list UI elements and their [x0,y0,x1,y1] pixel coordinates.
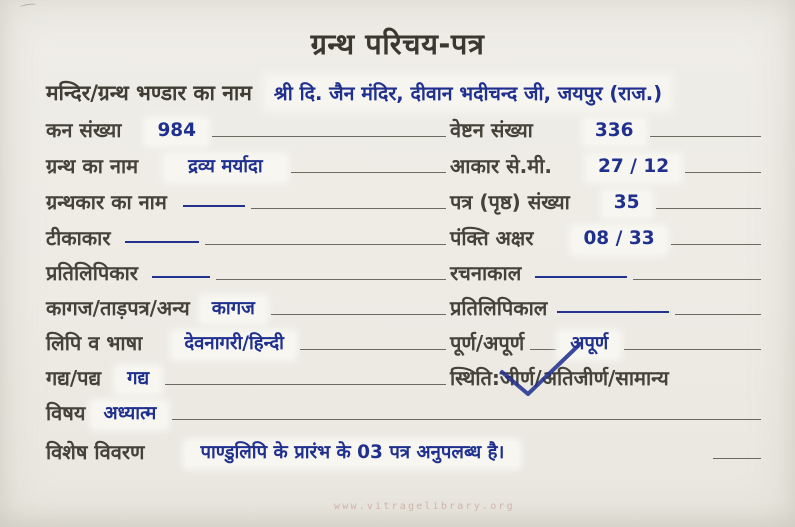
leaf-count-label: पत्र (पृष्ठ) संख्या [450,190,570,214]
blank-dash-mark [183,205,245,207]
bundle-number-label: वेष्टन संख्या [450,118,533,142]
subject-value: अध्यात्म [93,403,166,427]
special-details-value: पाण्डुलिपि के प्रारंभ के 03 पत्र अनुपलब्ध है। [186,442,518,466]
rule-line [205,244,446,245]
rule-line [251,208,446,209]
bhandar-name-label: मन्दिर/ग्रन्थ भण्डार का नाम [46,81,252,105]
leaf-count-value: 35 [604,192,650,216]
rule-line [675,314,761,315]
blank-dash-mark [125,241,199,243]
form-row-9 [0,393,795,427]
granth-name-label: ग्रन्थ का नाम [46,154,139,178]
serial-number-value: 984 [147,120,206,144]
complete-incomplete-label: पूर्ण/अपूर्ण [450,331,525,355]
lines-letters-value: 08 / 33 [573,228,664,252]
rule-line [165,384,446,385]
blank-dash-mark [535,276,627,278]
prose-verse-label: गद्य/पद्य [46,366,102,390]
prose-verse-value: गद्य [117,368,159,392]
rule-line [212,136,446,137]
watermark-text: www.vitragelibrary.org [334,501,515,512]
script-language-value: देवनागरी/हिन्दी [174,333,294,357]
rule-line [671,244,761,245]
paper-smudge-mark [20,3,36,9]
special-details-label: विशेष विवरण [46,440,145,464]
form-row-5 [0,253,795,287]
rule-line [216,279,446,280]
blank-dash-mark [557,311,669,313]
rule-line [713,458,761,459]
form-row-6 [0,288,795,322]
composition-date-label: रचनाकाल [450,261,522,285]
author-name-label: ग्रन्थकार का नाम [46,190,167,214]
rule-line [291,172,446,173]
commentator-label: टीकाकार [46,226,111,250]
form-row-1 [0,110,795,144]
condition-label: स्थिति:जीर्ण/अतिजीर्ण/सामान्य [450,366,669,390]
granth-name-value: द्रव्य मर्यादा [166,156,285,180]
rule-line [656,208,762,209]
bundle-number-value: 336 [585,120,644,144]
size-cm-label: आकार से.मी. [450,154,552,178]
copyist-label: प्रतिलिपिकार [46,261,138,285]
serial-number-label: कन संख्या [46,118,122,142]
rule-line [624,349,761,350]
material-value: कागज [202,298,265,322]
form-row-7 [0,323,795,357]
rule-line [300,349,446,350]
script-language-label: लिपि व भाषा [46,331,143,355]
blank-dash-mark [152,276,210,278]
form-row-4 [0,218,795,252]
page-title: ग्रन्थ परिचय-पत्र [310,27,485,61]
condition-checkmark-icon [492,336,588,400]
material-label: कागज/ताड़पत्र/अन्य [46,296,190,320]
form-row-3 [0,182,795,216]
rule-line [685,172,761,173]
rule-line [650,136,762,137]
bhandar-name-value: श्री दि. जैन मंदिर, दीवान भदीचन्द जी, जयपुर (राज.) [268,78,668,107]
rule-line [271,314,446,315]
subject-label: विषय [46,401,86,425]
form-row-10 [0,430,795,466]
lines-letters-label: पंक्ति अक्षर [450,226,534,250]
copy-date-label: प्रतिलिपिकाल [450,296,548,320]
form-row-8 [0,358,795,392]
complete-incomplete-value: अपूर्ण [560,333,618,357]
form-row-2 [0,146,795,180]
rule-line [172,419,761,420]
header-row [46,78,767,107]
rule-line [633,279,761,280]
size-cm-value: 27 / 12 [588,156,679,180]
